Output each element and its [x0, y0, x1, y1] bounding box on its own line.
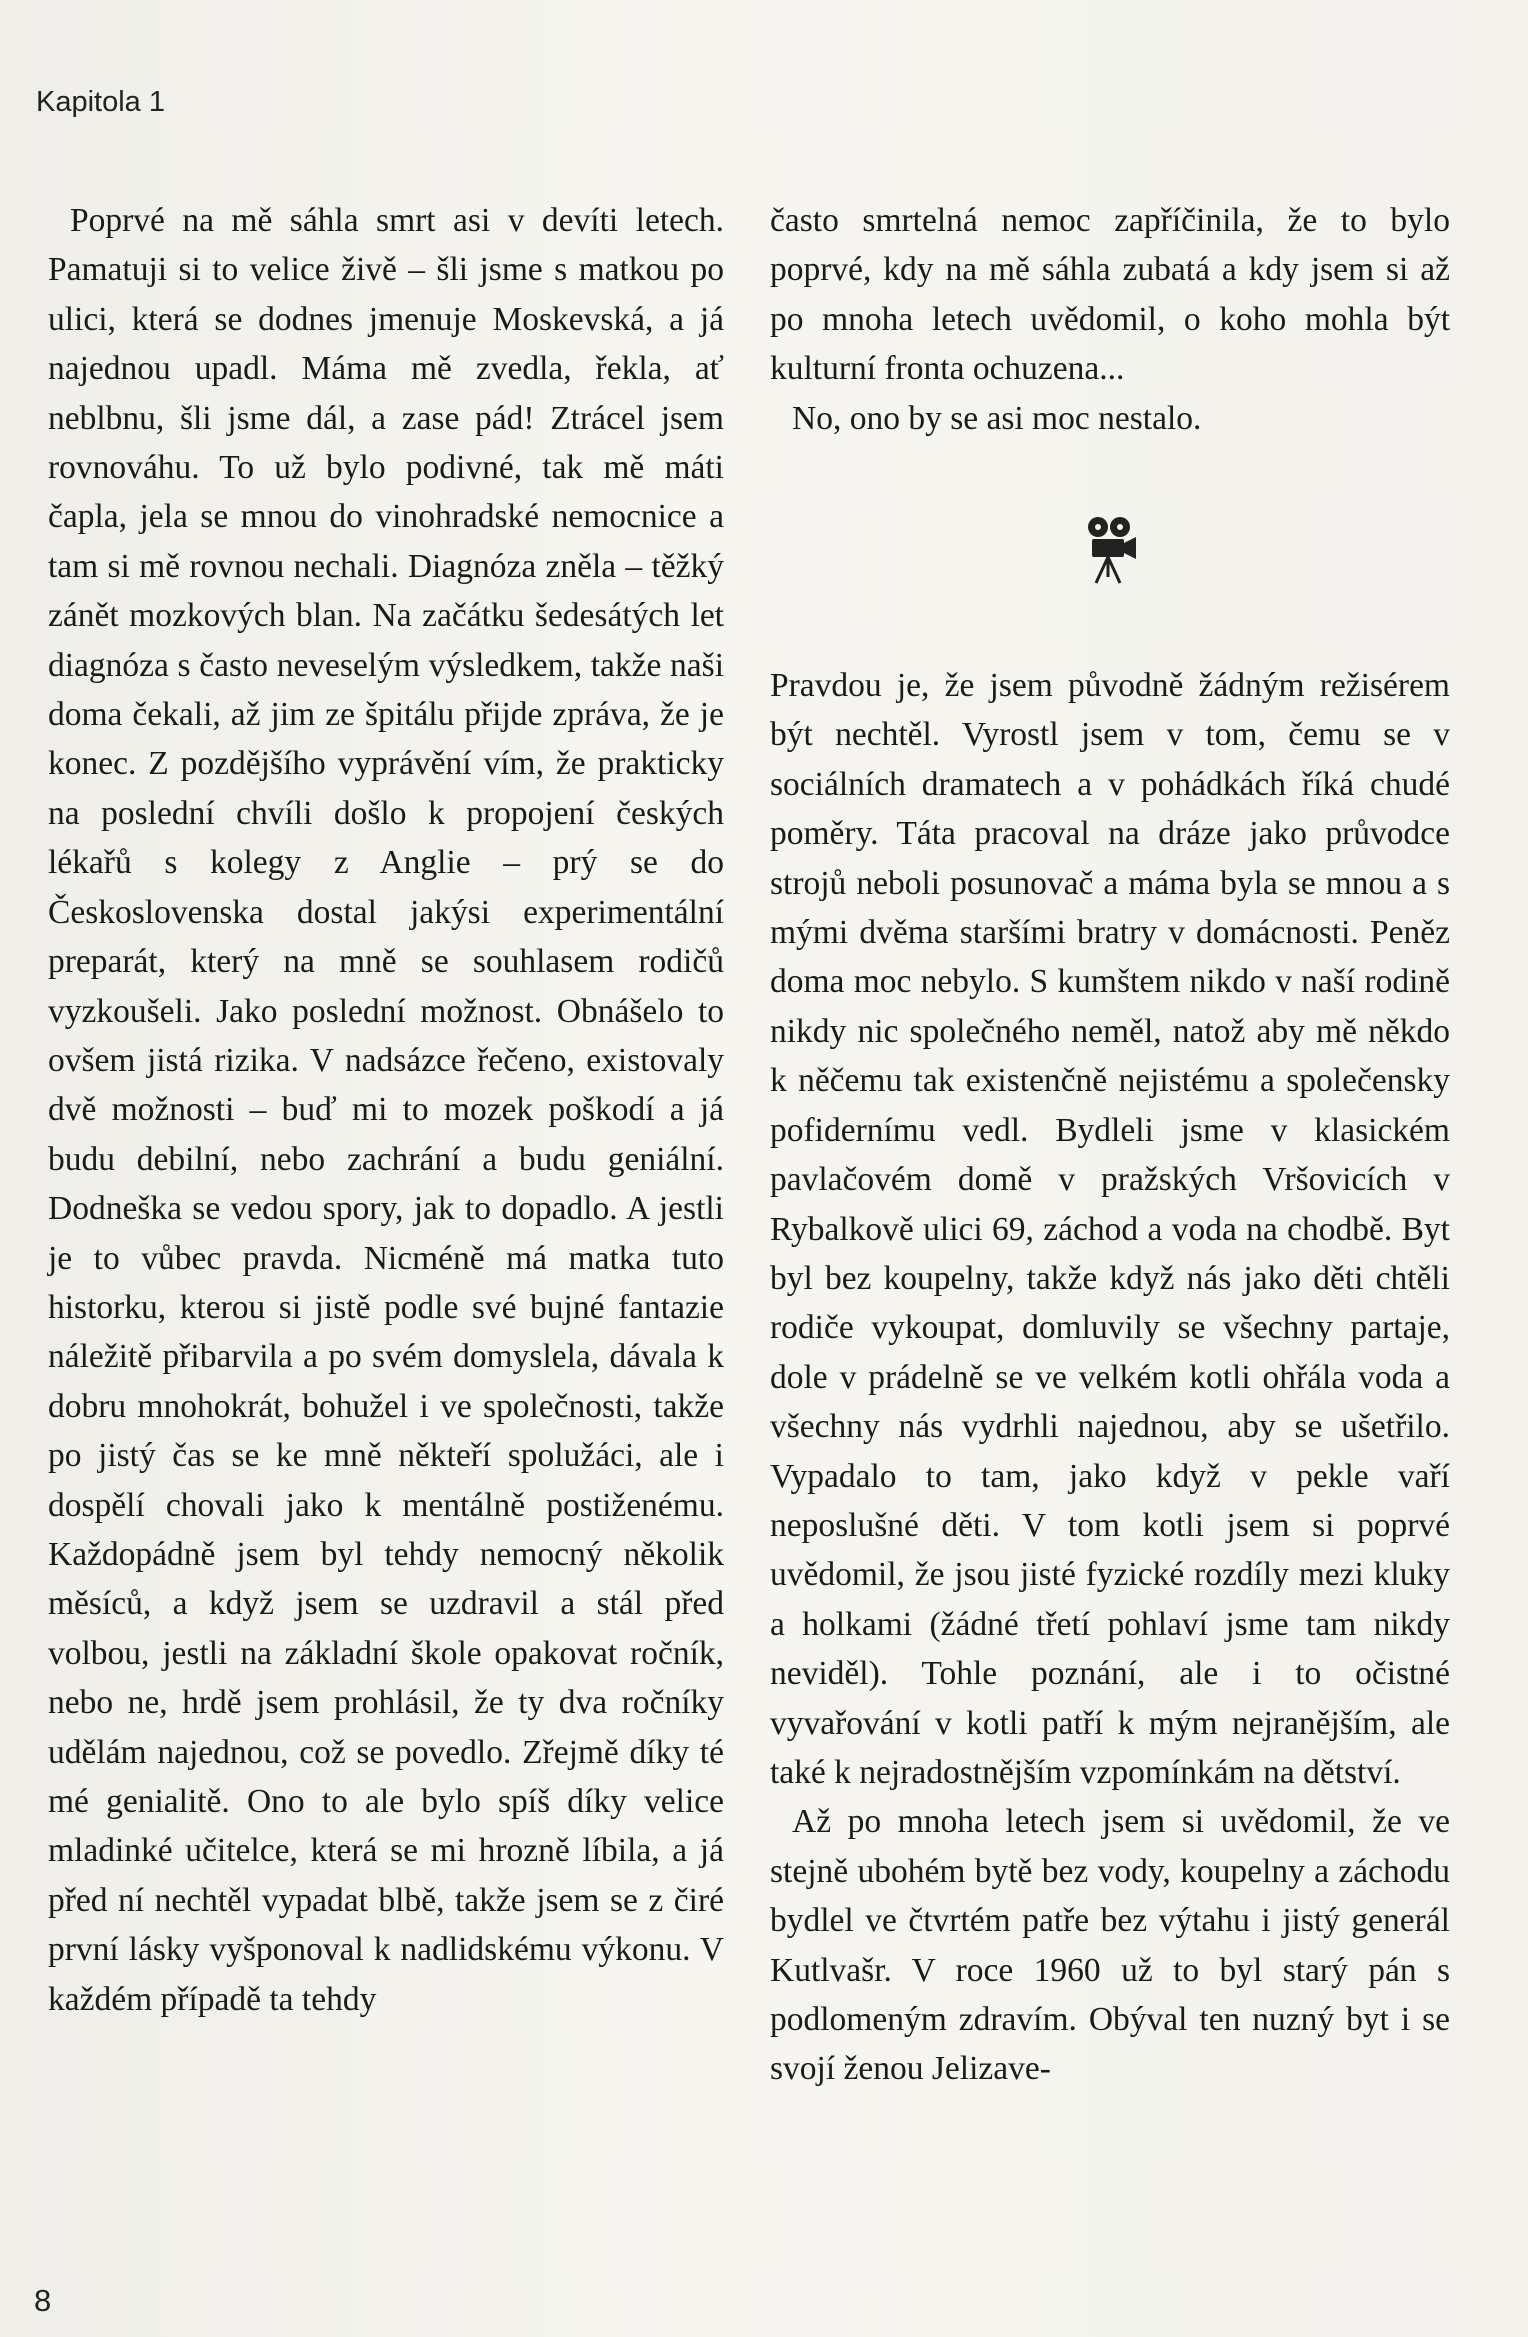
- paragraph: Pravdou je, že jsem původně žádným režisérem být nechtěl. Vyrostl jsem v tom, čemu se v sociálních dramatech a v pohádkách říká chudé poměry. Táta pracoval na dráze jako průvodce strojů neboli posunovač a máma byla se mnou a s mými dvěma staršími bratry v domácnosti. Peněz doma moc nebylo. S kumštem nikdo v naší rodině nikdy nic společného neměl, natož aby mě někdo k něčemu tak existenčně nejistému a společensky pofidernímu vedl. Bydleli jsme v klasickém pavlačovém domě v pražských Vršovicích v Rybalkově ulici 69, záchod a voda na chodbě. Byt byl bez koupelny, takže když nás jako děti chtěli rodiče vykoupat, domluvily se všechny partaje, dole v prádelně se ve velkém kotli ohřála voda a všechny nás vydrhli najednou, aby se ušetřilo. Vypadalo to tam, jako když v pekle vaří neposlušné děti. V tom kotli jsem si poprvé uvědomil, že jsou jisté fyzické rozdíly mezi kluky a holkami (žádné třetí pohlaví jsme tam nikdy neviděl). Tohle poznání, ale i to očistné vyvařování v kotli patří k mým nejranějším, ale také k nejradostnějším vzpomínkám na dětství.: [770, 667, 1450, 1791]
- paragraph-continuation: často smrtelná nemoc zapříčinila, že to bylo poprvé, kdy na mě sáhla zubatá a kdy jsem si až po mnoha letech uvědomil, o koho mohla být kulturní fronta ochuzena...: [770, 202, 1450, 388]
- paragraph: No, ono by se asi moc nestalo.: [792, 399, 1202, 437]
- paragraph: Až po mnoha letech jsem si uvědomil, že ve stejně ubohém bytě bez vody, koupelny a záchodu bydlel ve čtvrtém patře bez výtahu i jistý generál Kutlvašr. V roce 1960 už to byl starý pán s podlomeným zdravím. Obýval ten nuzný byt i se svojí ženou Jelizave-: [770, 1803, 1450, 2088]
- left-column: [48, 196, 724, 2024]
- film-camera-icon: [1080, 515, 1140, 585]
- page-number: 8: [34, 2283, 52, 2318]
- chapter-header: Kapitola 1: [36, 86, 165, 118]
- right-column: [770, 196, 1450, 2094]
- paragraph: Poprvé na mě sáhla smrt asi v devíti letech. Pamatuji si to velice živě – šli jsme s matkou po ulici, která se dodnes jmenuje Moskevská, a já najednou upadl. Máma mě zvedla, řekla, ať neblbnu, šli jsme dál, a zase pád! Ztrácel jsem rovnováhu. To už bylo podivné, tak mě máti čapla, jela se mnou do vinohradské nemocnice a tam si mě rovnou nechali. Diagnóza zněla – těžký zánět mozkových blan. Na začátku šedesátých let diagnóza s často neveselým výsledkem, takže naši doma čekali, až jim ze špitálu přijde zpráva, že je konec. Z pozdějšího vyprávění vím, že prakticky na poslední chvíli došlo k propojení českých lékařů s kolegy z Anglie – prý se do Československa dostal jakýsi experimentální preparát, který na mně se souhlasem rodičů vyzkoušeli. Jako poslední možnost. Obnášelo to ovšem jistá rizika. V nadsázce řečeno, existovaly dvě možnosti – buď mi to mozek poškodí a já budu debilní, nebo zachrání a budu geniální. Dodneška se vedou spory, jak to dopadlo. A jestli je to vůbec pravda. Nicméně má matka tuto historku, kterou si jistě podle své bujné fantazie náležitě přibarvila a po svém domyslela, dávala k dobru mnohokrát, bohužel i ve společnosti, takže po jistý čas se ke mně někteří spolužáci, ale i dospělí chovali jako k mentálně postiženému. Každopádně jsem byl tehdy nemocný několik měsíců, a když jsem se uzdravil a stál před volbou, jestli na základní škole opakovat ročník, nebo ne, hrdě jsem prohlásil, že ty dva ročníky udělám najednou, což se povedlo. Zřejmě díky té mé genialitě. Ono to ale bylo spíš díky velice mladinké učitelce, která se mi hrozně líbila, a já před ní nechtěl vypadat blbě, takže jsem se z čiré první lásky vyšponoval k nadlidskému výkonu. V každém případě ta tehdy: [48, 202, 724, 2018]
